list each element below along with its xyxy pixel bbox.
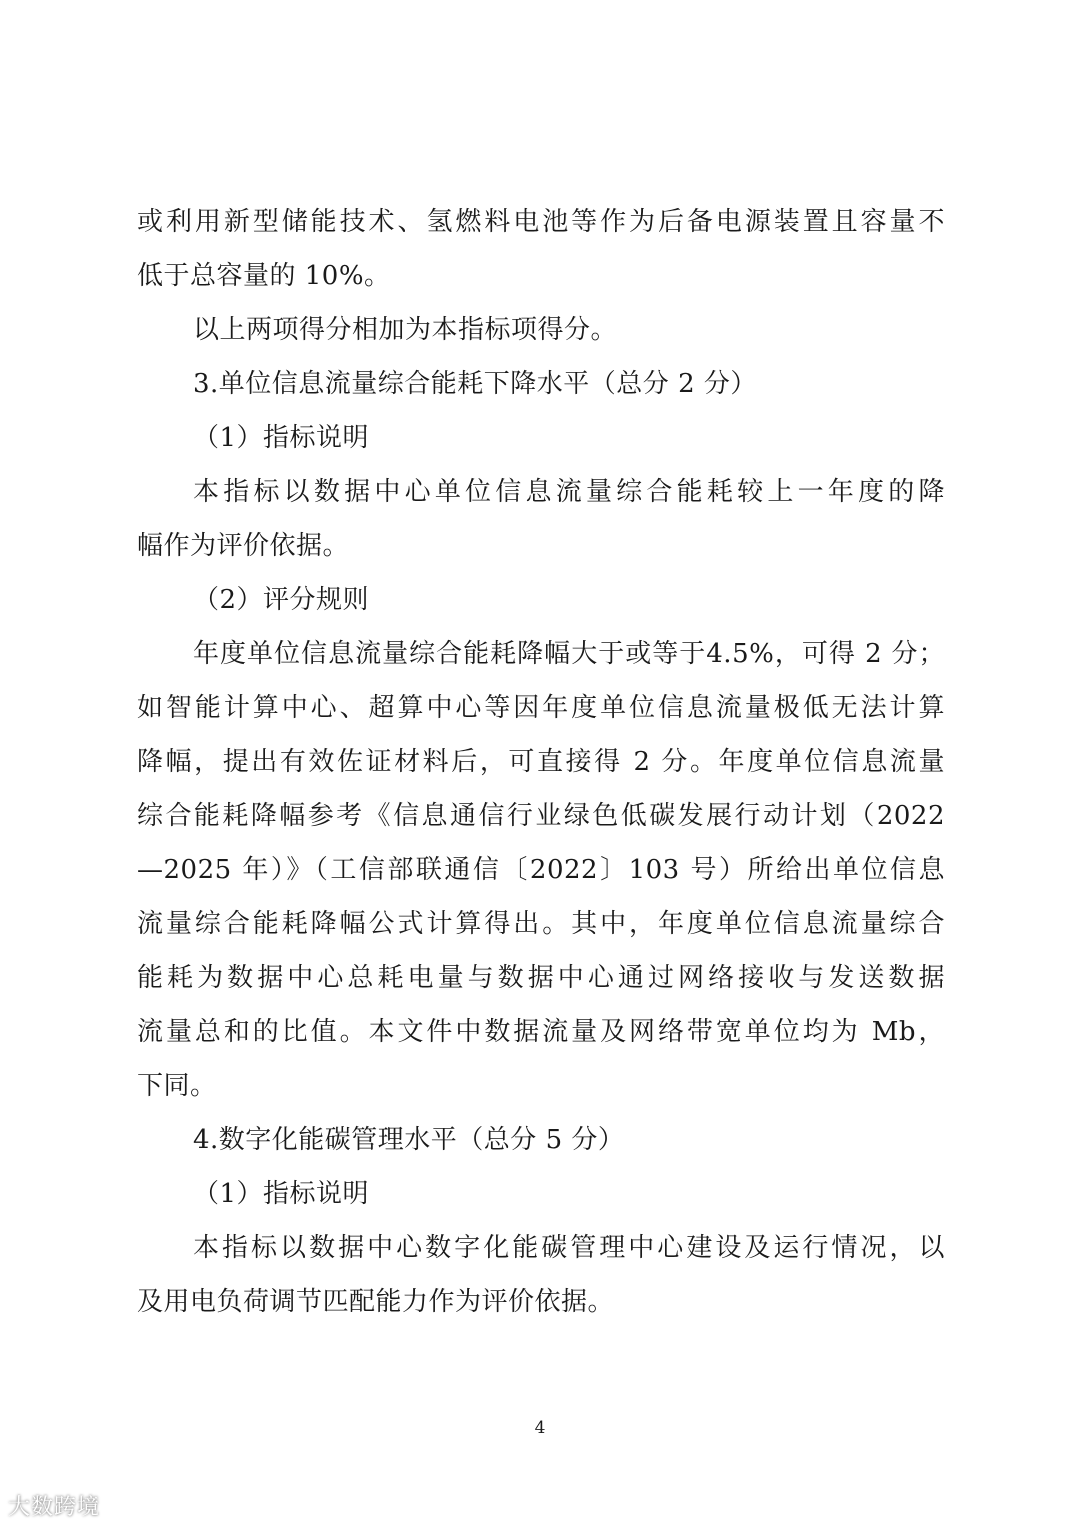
text-line: 3.单位信息流量综合能耗下降水平（总分 2 分） xyxy=(193,369,757,399)
paragraph xyxy=(137,1167,945,1221)
text-line: （2）评分规则 xyxy=(193,585,370,615)
text-line: 本指标以数据中心数字化能碳管理中心建设及运行情况，以 xyxy=(193,1233,945,1263)
watermark-text: 大数跨境 xyxy=(8,1495,101,1520)
text-line: 下同。 xyxy=(137,1071,217,1101)
paragraph xyxy=(137,627,945,1113)
page-number: 4 xyxy=(534,1418,546,1438)
text-line: （1）指标说明 xyxy=(193,423,370,453)
text-line: 能耗为数据中心总耗电量与数据中心通过网络接收与发送数据 xyxy=(137,963,945,993)
paragraph xyxy=(137,465,945,573)
paragraph xyxy=(137,1221,945,1329)
text-line: 综合能耗降幅参考《信息通信行业绿色低碳发展行动计划（2022 xyxy=(137,801,945,831)
text-line: 本指标以数据中心单位信息流量综合能耗较上一年度的降 xyxy=(193,477,945,507)
text-line: 低于总容量的 10%。 xyxy=(137,261,391,291)
text-line: 幅作为评价依据。 xyxy=(137,531,350,561)
text-line: 及用电负荷调节匹配能力作为评价依据。 xyxy=(137,1287,615,1317)
text-line: 流量总和的比值。本文件中数据流量及网络带宽单位均为 Mb， xyxy=(137,1017,945,1047)
text-line: 4.数字化能碳管理水平（总分 5 分） xyxy=(193,1125,625,1155)
text-line: 如智能计算中心、超算中心等因年度单位信息流量极低无法计算 xyxy=(137,693,945,723)
text-line: （1）指标说明 xyxy=(193,1179,370,1209)
document-body xyxy=(137,195,945,1329)
paragraph xyxy=(137,195,945,303)
text-line: —2025 年）》（工信部联通信〔2022〕103 号）所给出单位信息 xyxy=(137,855,945,885)
paragraph xyxy=(137,1113,945,1167)
text-line: 或利用新型储能技术、氢燃料电池等作为后备电源装置且容量不 xyxy=(137,207,945,237)
text-line: 以上两项得分相加为本指标项得分。 xyxy=(193,315,618,345)
text-line: 年度单位信息流量综合能耗降幅大于或等于4.5%，可得 2 分； xyxy=(193,639,945,669)
paragraph xyxy=(137,357,945,411)
paragraph xyxy=(137,303,945,357)
paragraph xyxy=(137,411,945,465)
watermark-logo xyxy=(8,1490,100,1521)
paragraph xyxy=(137,573,945,627)
text-line: 流量综合能耗降幅公式计算得出。其中，年度单位信息流量综合 xyxy=(137,909,945,939)
text-line: 降幅，提出有效佐证材料后，可直接得 2 分。年度单位信息流量 xyxy=(137,747,945,777)
